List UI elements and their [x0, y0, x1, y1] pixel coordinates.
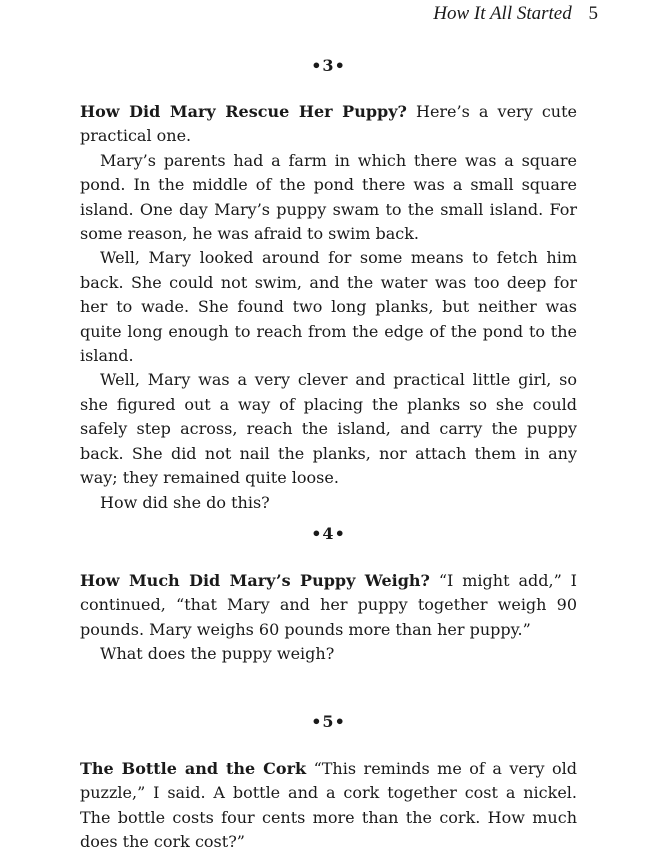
puzzle-3-title: How Did Mary Rescue Her Puppy? [80, 102, 407, 121]
running-header [433, 3, 598, 25]
puzzle-4 [80, 569, 577, 667]
puzzle-3-paragraph: Mary’s parents had a farm in which there was a square pond. In the middle of the pond there was a small square island. One day Mary’s puppy swam to the small island. For some reason, he was afraid to swim back. [80, 150, 577, 244]
puzzle-3-paragraph: Well, Mary was a very clever and practical little girl, so she figured out a way of placing the planks so she could safely step across, reach the island, and carry the puppy back. She did not nail the planks, nor attach them in any way; they remained quite loose. [80, 370, 577, 488]
running-title: How It All Started [433, 3, 572, 24]
puzzle-5-marker: •5• [311, 712, 346, 731]
puzzle-3-marker: •3• [311, 56, 346, 75]
puzzle-5 [80, 757, 577, 855]
puzzle-5-lead: “This reminds me of a very old puzzle,” I said. A bottle and a cork together cost a nickel. The bottle costs four cents more than the cork. How much does the cork cost?” [80, 759, 578, 852]
puzzle-3 [80, 100, 577, 515]
page-number: 5 [588, 3, 598, 24]
puzzle-4-lead: “I might add,” I continued, “that Mary and her puppy together weigh 90 pounds. Mary weighs 60 pounds more than her puppy.” [80, 571, 577, 639]
puzzle-5-title: The Bottle and the Cork [80, 759, 307, 778]
puzzle-3-lead: Here’s a very cute practical one. [80, 102, 578, 146]
puzzle-3-paragraph: Well, Mary looked around for some means to fetch him back. She could not swim, and the water was too deep for her to wade. She found two long planks, but neither was quite long enough to reach from the edge of the pond to the island. [80, 248, 577, 366]
puzzle-4-marker: •4• [311, 524, 346, 543]
puzzle-3-question: How did she do this? [100, 492, 270, 512]
puzzle-4-question: What does the puppy weigh? [100, 644, 335, 664]
puzzle-4-title: How Much Did Mary’s Puppy Weigh? [80, 571, 430, 590]
